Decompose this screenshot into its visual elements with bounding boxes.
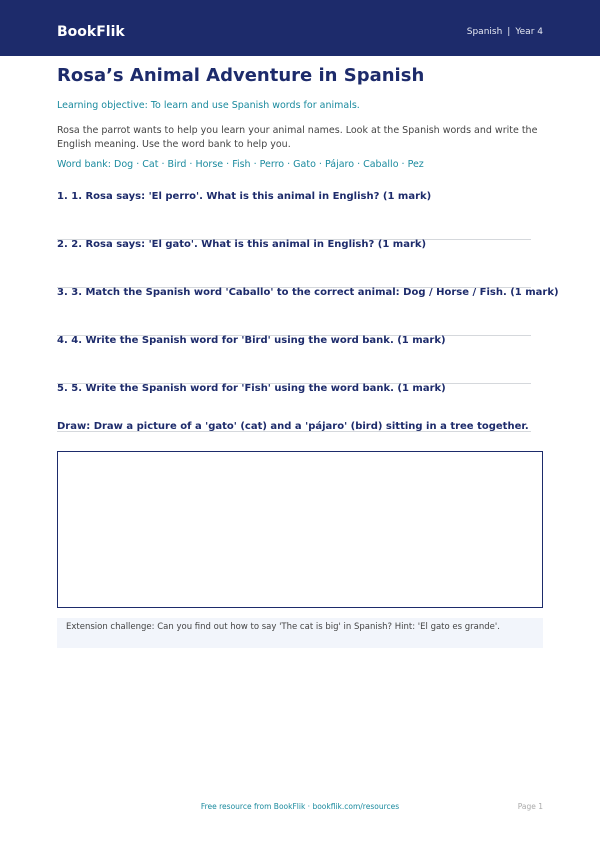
question-3: 3. 3. Match the Spanish word 'Caballo' to the correct animal: Dog / Horse / Fish. (1 mark) xyxy=(57,287,559,298)
question-1: 1. 1. Rosa says: 'El perro'. What is this animal in English? (1 mark) xyxy=(57,191,432,202)
drawing-box[interactable] xyxy=(57,451,543,608)
footer-link[interactable]: Free resource from BookFlik · bookflik.com/resources xyxy=(200,802,400,811)
draw-prompt: Draw: Draw a picture of a 'gato' (cat) and a 'pájaro' (bird) sitting in a tree together. xyxy=(57,421,529,432)
learning-objective: Learning objective: To learn and use Spanish words for animals. xyxy=(57,100,360,111)
question-4: 4. 4. Write the Spanish word for 'Bird' using the word bank. (1 mark) xyxy=(57,335,446,346)
subject-label: Spanish xyxy=(466,27,503,37)
intro-text: Rosa the parrot wants to help you learn your animal names. Look at the Spanish words and write the English meaning. Use the word bank to help you. xyxy=(57,125,538,150)
subject-year-label xyxy=(467,25,543,39)
meta-separator: | xyxy=(507,27,511,37)
year-label: Year 4 xyxy=(515,27,543,37)
question-2: 2. 2. Rosa says: 'El gato'. What is this animal in English? (1 mark) xyxy=(57,239,427,250)
extension-box xyxy=(57,618,543,648)
brand-logo[interactable]: BookFlik xyxy=(57,24,125,40)
word-bank: Word bank: Dog · Cat · Bird · Horse · Fish · Perro · Gato · Pájaro · Caballo · Pez xyxy=(57,159,424,170)
page-title: Rosa’s Animal Adventure in Spanish xyxy=(57,65,425,86)
question-5: 5. 5. Write the Spanish word for 'Fish' using the word bank. (1 mark) xyxy=(57,383,446,394)
extension-text: Extension challenge: Can you find out how to say 'The cat is big' in Spanish? Hint: 'El gato es grande'. xyxy=(66,622,500,632)
page-header xyxy=(0,0,600,56)
page-number: Page 1 xyxy=(517,802,543,811)
